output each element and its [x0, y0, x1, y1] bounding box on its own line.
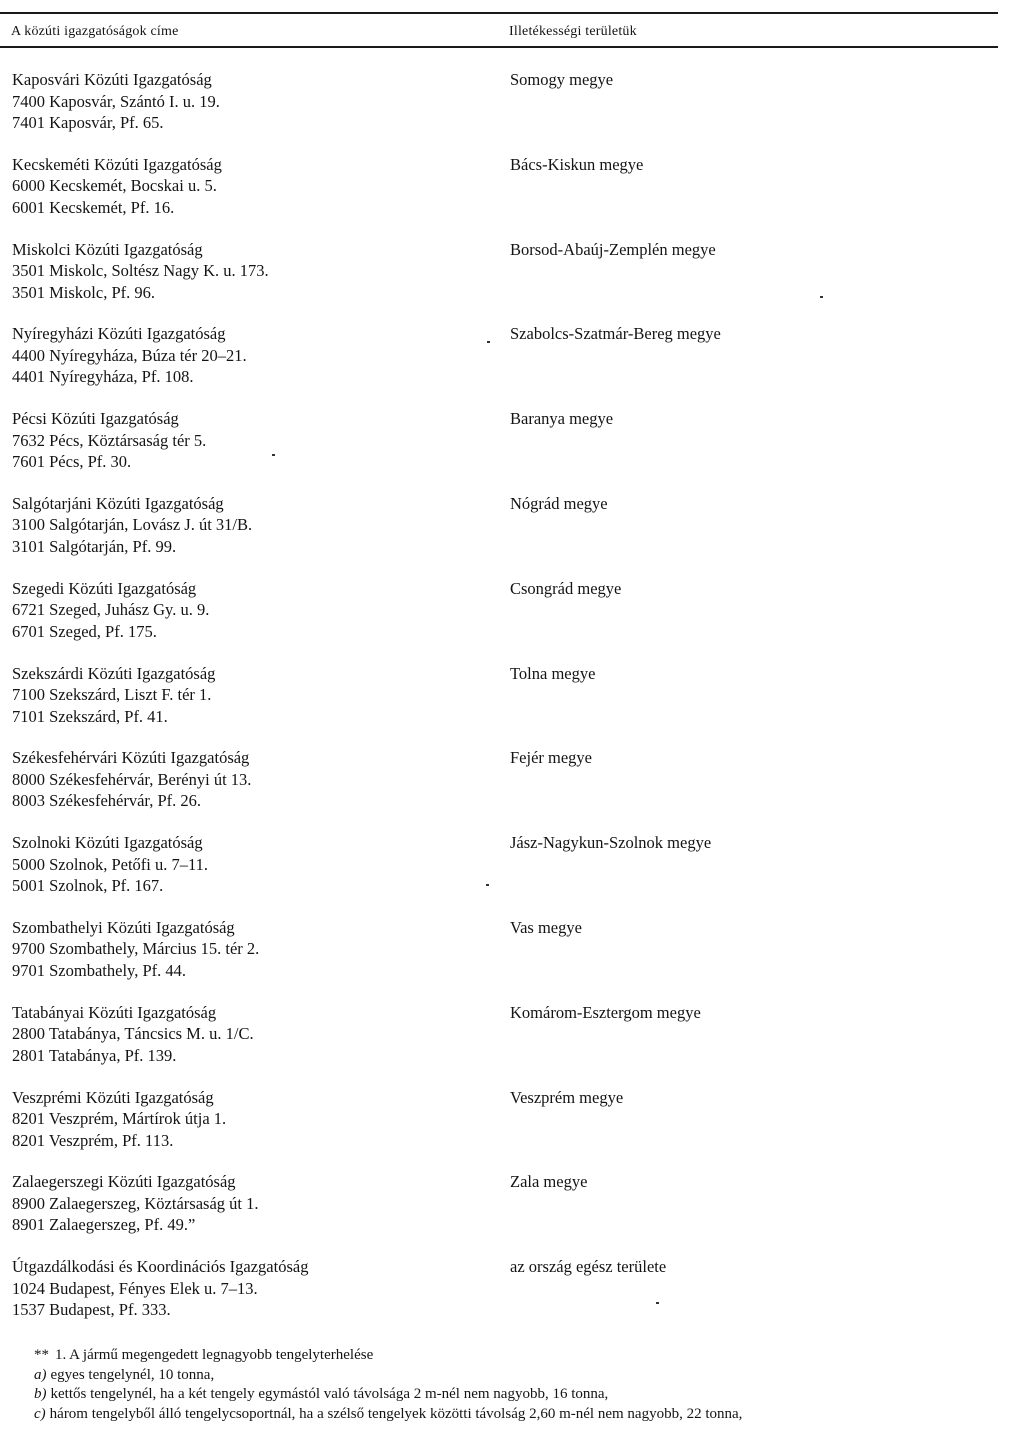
scan-speck	[272, 454, 275, 456]
footnote-item	[34, 1385, 742, 1405]
top-rule	[0, 12, 998, 14]
directorate-name: Kecskeméti Közúti Igazgatóság	[12, 154, 222, 174]
directorate-entry	[0, 1002, 1000, 1087]
territory: Veszprém megye	[510, 1087, 624, 1107]
po-box: 2801 Tatabánya, Pf. 139.	[12, 1045, 177, 1065]
directorate-entry	[0, 1256, 1000, 1341]
po-box: 7101 Szekszárd, Pf. 41.	[12, 706, 168, 726]
footnote-item-text: kettős tengelynél, ha a két tengely egymástól való távolsága 2 m-nél nem nagyobb, 16 tonna,	[50, 1386, 609, 1402]
directorate-entry	[0, 832, 1000, 917]
directorate-entry	[0, 69, 1000, 154]
directorate-entry	[0, 408, 1000, 493]
directorate-address-block	[12, 1256, 308, 1321]
directorate-address-block	[12, 747, 251, 812]
po-box: 9701 Szombathely, Pf. 44.	[12, 960, 186, 980]
po-box: 8901 Zalaegerszeg, Pf. 49.”	[12, 1215, 196, 1235]
directorate-name: Miskolci Közúti Igazgatóság	[12, 239, 203, 259]
directorate-entry	[0, 578, 1000, 663]
territory: Baranya megye	[510, 409, 614, 429]
directorate-name: Kaposvári Közúti Igazgatóság	[12, 70, 212, 89]
directorate-name: Szegedi Közúti Igazgatóság	[12, 578, 197, 598]
directorate-name: Szekszárdi Közúti Igazgatóság	[12, 663, 216, 683]
po-box: 5001 Szolnok, Pf. 167.	[12, 876, 164, 896]
directorate-address-block	[12, 408, 206, 473]
territory: Jász-Nagykun-Szolnok megye	[510, 833, 712, 853]
scan-speck	[820, 296, 823, 298]
street-address: 8000 Székesfehérvár, Berényi út 13.	[12, 769, 252, 789]
footnote-item-letter: b)	[34, 1386, 47, 1402]
street-address: 3100 Salgótarján, Lovász J. út 31/B.	[12, 515, 253, 535]
directorate-address-block	[12, 832, 208, 897]
directorate-entry	[0, 917, 1000, 1002]
directorate-name: Tatabányai Közúti Igazgatóság	[12, 1002, 217, 1022]
footnote-item-letter: c)	[34, 1405, 46, 1422]
street-address: 4400 Nyíregyháza, Búza tér 20–21.	[12, 345, 247, 365]
directorate-address-block	[12, 578, 209, 643]
street-address: 1024 Budapest, Fényes Elek u. 7–13.	[12, 1278, 258, 1298]
po-box: 6701 Szeged, Pf. 175.	[12, 621, 157, 641]
scan-speck	[486, 884, 489, 886]
street-address: 8201 Veszprém, Mártírok útja 1.	[12, 1109, 227, 1129]
street-address: 7100 Szekszárd, Liszt F. tér 1.	[12, 685, 212, 705]
directorate-entry	[0, 1171, 1000, 1256]
footnote-item-letter: a)	[34, 1366, 47, 1383]
directorate-address-block	[12, 663, 215, 728]
directorate-entry	[0, 493, 1000, 578]
directorate-name: Pécsi Közúti Igazgatóság	[12, 409, 179, 429]
directorate-name: Szolnoki Közúti Igazgatóság	[12, 833, 203, 853]
po-box: 1537 Budapest, Pf. 333.	[12, 1300, 171, 1320]
directorate-entry	[0, 747, 1000, 832]
column-header-territory: Illetékességi területük	[509, 24, 637, 39]
directorate-entry	[0, 663, 1000, 748]
territory: Komárom-Esztergom megye	[510, 1002, 701, 1022]
directorate-entry	[0, 323, 1000, 408]
po-box: 7401 Kaposvár, Pf. 65.	[12, 113, 164, 132]
directorate-address-block	[12, 493, 252, 558]
directorate-name: Veszprémi Közúti Igazgatóság	[12, 1087, 214, 1107]
scan-speck	[487, 341, 490, 343]
directorate-name: Salgótarjáni Közúti Igazgatóság	[12, 493, 224, 513]
footnote-marker: **	[34, 1347, 49, 1363]
directorate-address-block	[12, 323, 247, 388]
po-box: 4401 Nyíregyháza, Pf. 108.	[12, 367, 194, 387]
po-box: 7601 Pécs, Pf. 30.	[12, 452, 132, 472]
directorate-name: Székesfehérvári Közúti Igazgatóság	[12, 748, 250, 768]
street-address: 8900 Zalaegerszeg, Köztársaság út 1.	[12, 1193, 259, 1213]
directorate-name: Nyíregyházi Közúti Igazgatóság	[12, 324, 226, 344]
street-address: 7400 Kaposvár, Szántó I. u. 19.	[12, 91, 220, 111]
directorate-address-block	[12, 1087, 226, 1152]
directorate-address-block	[12, 154, 222, 219]
directorate-entry	[0, 1087, 1000, 1172]
street-address: 2800 Tatabánya, Táncsics M. u. 1/C.	[12, 1024, 254, 1044]
directorate-name: Szombathelyi Közúti Igazgatóság	[12, 917, 235, 937]
street-address: 3501 Miskolc, Soltész Nagy K. u. 173.	[12, 261, 269, 281]
footnote-item-text: három tengelyből álló tengelycsoportnál, ha a szélső tengelyek közötti távolság 2,60 m-nél nem nagyobb, 22 tonna,	[49, 1405, 743, 1422]
territory: Somogy megye	[510, 70, 614, 89]
footnote-item-text: egyes tengelynél, 10 tonna,	[50, 1366, 215, 1383]
street-address: 6721 Szeged, Juhász Gy. u. 9.	[12, 600, 210, 620]
street-address: 5000 Szolnok, Petőfi u. 7–11.	[12, 854, 209, 874]
territory: Csongrád megye	[510, 578, 622, 598]
po-box: 3501 Miskolc, Pf. 96.	[12, 282, 156, 302]
directorate-name: Zalaegerszegi Közúti Igazgatóság	[12, 1172, 236, 1192]
directorate-address-block	[12, 1002, 254, 1067]
footnote	[34, 1346, 742, 1424]
territory: Zala megye	[510, 1172, 588, 1192]
directorate-address-block	[12, 239, 269, 304]
header-rule	[0, 46, 998, 48]
directorate-name: Útgazdálkodási és Koordinációs Igazgatóság	[12, 1257, 309, 1277]
territory: Szabolcs-Szatmár-Bereg megye	[510, 324, 721, 344]
directorate-address-block	[12, 917, 259, 982]
po-box: 8003 Székesfehérvár, Pf. 26.	[12, 791, 202, 811]
territory: Tolna megye	[510, 663, 596, 683]
territory: Vas megye	[510, 917, 582, 937]
directorate-address-block	[12, 1171, 259, 1236]
po-box: 8201 Veszprém, Pf. 113.	[12, 1130, 174, 1150]
street-address: 7632 Pécs, Köztársaság tér 5.	[12, 430, 207, 450]
footnote-item	[34, 1405, 742, 1425]
footnote-item	[34, 1366, 742, 1386]
footnote-heading-text: 1. A jármű megengedett legnagyobb tengelyterhelése	[55, 1347, 374, 1363]
territory: Bács-Kiskun megye	[510, 154, 644, 174]
territory: Borsod-Abaúj-Zemplén megye	[510, 239, 716, 259]
directorate-address-block	[12, 69, 220, 134]
street-address: 6000 Kecskemét, Bocskai u. 5.	[12, 176, 217, 196]
scan-speck	[656, 1302, 659, 1304]
directorate-entry	[0, 239, 1000, 324]
territory: az ország egész területe	[510, 1257, 667, 1277]
street-address: 9700 Szombathely, Március 15. tér 2.	[12, 939, 260, 959]
po-box: 6001 Kecskemét, Pf. 16.	[12, 197, 175, 217]
directorate-entry	[0, 154, 1000, 239]
footnote-heading	[34, 1346, 742, 1366]
directorate-list	[0, 69, 1000, 1341]
po-box: 3101 Salgótarján, Pf. 99.	[12, 536, 177, 556]
territory: Nógrád megye	[510, 493, 608, 513]
column-header-address: A közúti igazgatóságok címe	[11, 24, 179, 39]
territory: Fejér megye	[510, 748, 593, 768]
